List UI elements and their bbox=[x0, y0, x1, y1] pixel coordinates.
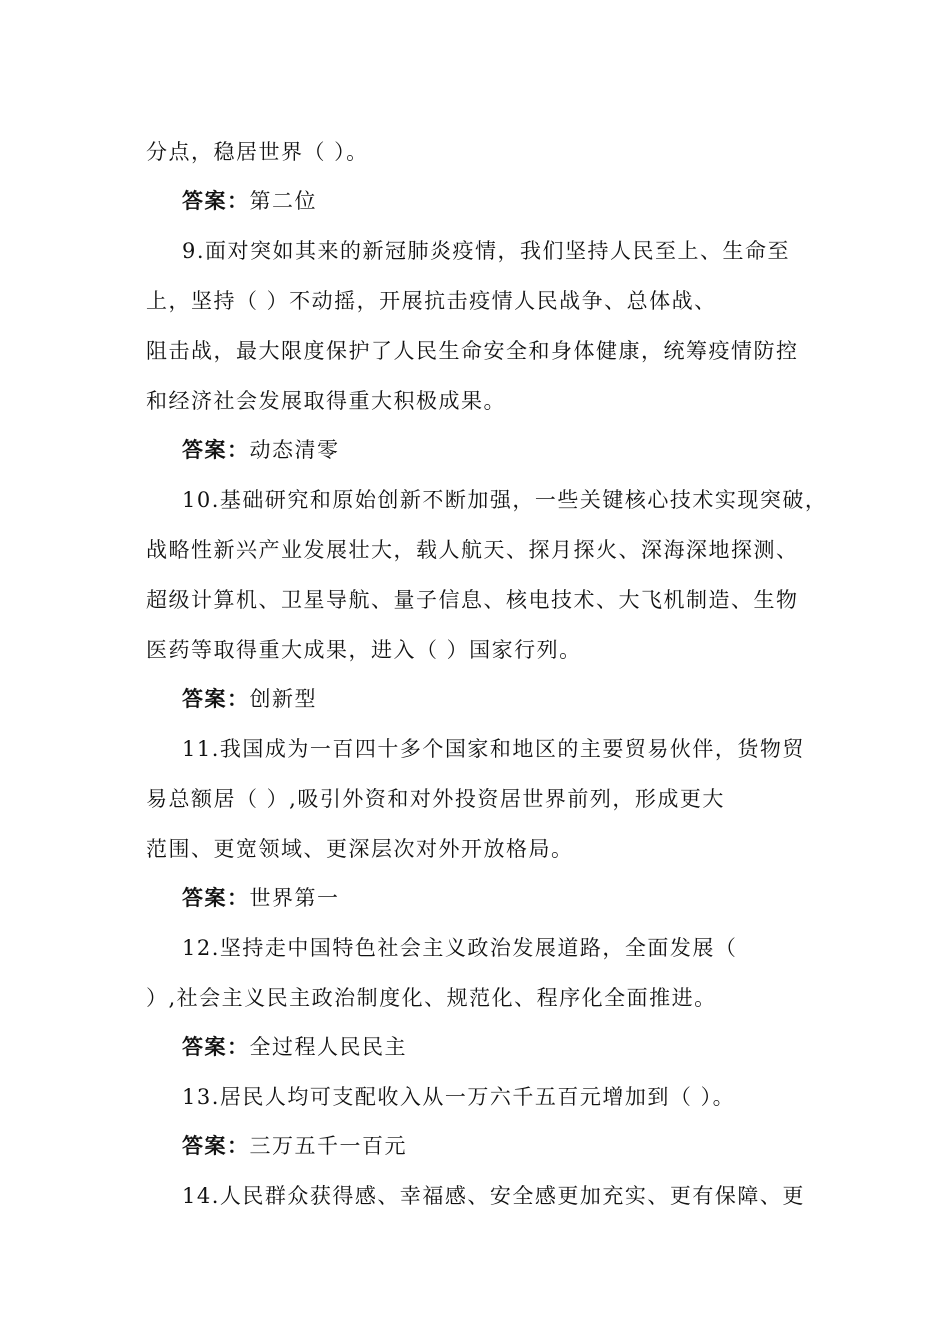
text-line: 上，坚持（ ）不动摇，开展抗击疫情人民战争、总体战、 bbox=[146, 289, 717, 313]
answer-text: 动态清零 bbox=[249, 438, 340, 462]
text-line: 易总额居（ ）,吸引外资和对外投资居世界前列，形成更大 bbox=[146, 787, 725, 811]
text-line: 阻击战，最大限度保护了人民生命安全和身体健康，统筹疫情防控 bbox=[146, 339, 799, 363]
text-line: 和经济社会发展取得重大积极成果。 bbox=[146, 389, 506, 413]
question-9-line: 9.面对突如其来的新冠肺炎疫情，我们坚持人民至上、生命至 bbox=[182, 239, 791, 263]
answer-line bbox=[0, 1022, 950, 1072]
text-line: 分点，稳居世界（ ）。 bbox=[146, 140, 369, 164]
answer-text: 创新型 bbox=[249, 687, 317, 711]
question-10-line: 10.基础研究和原始创新不断加强，一些关键核心技术实现突破， bbox=[182, 488, 828, 512]
answer-text: 第二位 bbox=[249, 189, 317, 213]
answer-line bbox=[0, 425, 950, 475]
answer-line bbox=[0, 1121, 950, 1171]
question-11-line: 11.我国成为一百四十多个国家和地区的主要贸易伙伴，货物贸 bbox=[182, 737, 805, 761]
answer-text: 全过程人民民主 bbox=[249, 1035, 407, 1059]
answer-label: 答案： bbox=[182, 1034, 250, 1059]
answer-label: 答案： bbox=[182, 188, 250, 213]
answer-text: 三万五千一百元 bbox=[249, 1134, 407, 1158]
text-line: 医药等取得重大成果，进入（ ）国家行列。 bbox=[146, 638, 582, 662]
question-13-line: 13.居民人均可支配收入从一万六千五百元增加到（ ）。 bbox=[182, 1085, 736, 1109]
answer-label: 答案： bbox=[182, 686, 250, 711]
answer-label: 答案： bbox=[182, 437, 250, 462]
text-line: 超级计算机、卫星导航、量子信息、核电技术、大飞机制造、生物 bbox=[146, 588, 799, 612]
text-line: ）,社会主义民主政治制度化、规范化、程序化全面推进。 bbox=[146, 986, 717, 1010]
answer-line bbox=[0, 176, 950, 226]
answer-label: 答案： bbox=[182, 1133, 250, 1158]
text-line: 范围、更宽领域、更深层次对外开放格局。 bbox=[146, 837, 574, 861]
answer-line bbox=[0, 873, 950, 923]
answer-line bbox=[0, 674, 950, 724]
answer-label: 答案： bbox=[182, 885, 250, 910]
answer-text: 世界第一 bbox=[249, 886, 340, 910]
question-14-line: 14.人民群众获得感、幸福感、安全感更加充实、更有保障、更 bbox=[182, 1184, 805, 1208]
question-12-line: 12.坚持走中国特色社会主义政治发展道路，全面发展（ bbox=[182, 936, 738, 960]
text-line: 战略性新兴产业发展壮大，载人航天、探月探火、深海深地探测、 bbox=[146, 538, 799, 562]
